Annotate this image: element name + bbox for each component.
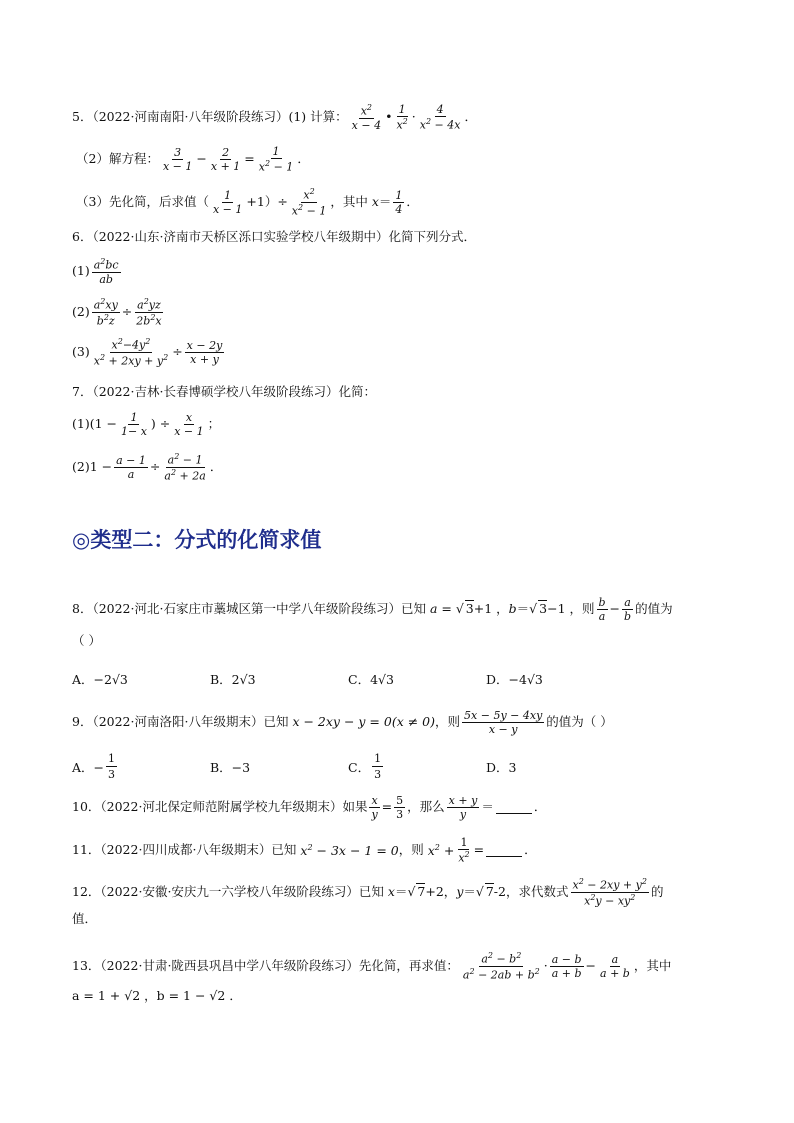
q8-option-a[interactable]: A．−2√3 bbox=[72, 672, 128, 687]
q7-item2: (2)1 − $\frac{a - 1}{a}$ ÷ $\frac{a^2 - 1}{a^2 + 2a}$ ． bbox=[72, 452, 223, 483]
fraction: $\frac{a}{a + b}$ bbox=[600, 952, 630, 980]
fraction: $\frac{a^2 - 1}{a^2 + 2a}$ bbox=[164, 452, 206, 483]
q6-head: 6．（2022·山东·济南市天桥区泺口实验学校八年级期中）化简下列分式． bbox=[72, 229, 476, 244]
fraction: $\frac{3}{x - 1}$ bbox=[162, 145, 193, 173]
fraction: $\frac{1}{x^2}$ bbox=[458, 836, 470, 865]
fraction: $\frac{1}{3}$ bbox=[374, 752, 382, 781]
fraction: $\frac{x^2}{x - 4}$ bbox=[351, 103, 382, 132]
fraction: $\frac{a - 1}{a}$ bbox=[116, 453, 146, 481]
fraction: $\frac{1}{x - 1}$ bbox=[212, 188, 243, 216]
q5-line1: 5．（2022·河南南阳·八年级阶段练习）(1) 计算： $\frac{x^2}{x - 4}$ • $\frac{1}{x^2}$ · $\frac{4}{x^2 - 4x}$ ． bbox=[72, 103, 477, 132]
fraction: $\frac{a - b}{a + b}$ bbox=[551, 952, 582, 980]
q9-option-b[interactable]: B．−3 bbox=[210, 760, 251, 775]
fraction: $\frac{b}{a}$ bbox=[598, 596, 606, 623]
q6-item3: (3) $\frac{x^2-4y^2}{x^2 + 2xy + y^2}$ ÷ $\frac{x - 2y}{x + y}$ bbox=[72, 337, 223, 368]
q6-item1: (1) $\frac{a^2bc}{ab}$ bbox=[72, 257, 119, 286]
q7-item1: (1)(1 − $\frac{1}{1- x}$ ) ÷ $\frac{x}{x - 1}$ ； bbox=[72, 411, 221, 438]
fraction: $\frac{x^2-4y^2}{x^2 + 2xy + y^2}$ bbox=[93, 337, 169, 368]
q12-line1: 12．（2022·安徽·安庆九一六学校八年级阶段练习）已知 x ＝√ 7+2， y ＝√ 7-2， 求代数式 $\frac{x^2 - 2xy + y^2}{x^2y - xy^2}$ 的 bbox=[72, 877, 664, 908]
fraction: $\frac{x - 2y}{x + y}$ bbox=[186, 338, 223, 366]
q5-part2-label: （2）解方程： bbox=[76, 151, 159, 167]
section-heading: ◎类型二：分式的化简求值 bbox=[72, 528, 322, 552]
fraction: $\frac{2}{x + 1}$ bbox=[210, 145, 241, 173]
q10-line: 10．（2022·河北保定师范附属学校九年级期末）如果 $\frac{x}{y}$ = $\frac{5}{3}$ ，那么 $\frac{x + y}{y}$ ＝ ． bbox=[72, 794, 547, 821]
fraction: $\frac{x^2 - 2xy + y^2}{x^2y - xy^2}$ bbox=[572, 877, 647, 908]
fraction: $\frac{x}{x - 1}$ bbox=[174, 411, 204, 438]
q9-head: 9．（2022·河南洛阳·八年级期末）已知 bbox=[72, 714, 289, 730]
fraction: $\frac{1}{4}$ bbox=[395, 188, 403, 216]
fraction: $\frac{1}{3}$ bbox=[108, 752, 116, 781]
q10-head: 10．（2022·河北保定师范附属学校九年级期末）如果 bbox=[72, 799, 368, 815]
fraction: $\frac{a^2 - b^2}{a^2 - 2ab + b^2}$ bbox=[462, 951, 540, 982]
fraction: $\frac{5}{3}$ bbox=[396, 794, 404, 821]
fraction: $\frac{x^2}{x^2 - 1}$ bbox=[291, 187, 327, 218]
fraction: $\frac{4}{x^2 - 4x}$ bbox=[419, 103, 461, 132]
fraction: $\frac{1}{1- x}$ bbox=[120, 411, 147, 438]
q5-head: 5．（2022·河南南阳·八年级阶段练习）(1) 计算： bbox=[72, 109, 348, 125]
fraction: $\frac{x}{y}$ bbox=[371, 794, 378, 821]
fraction: $\frac{a^2bc}{ab}$ bbox=[93, 257, 119, 286]
q5-line2: （2）解方程： $\frac{3}{x - 1}$ − $\frac{2}{x + 1}$ = $\frac{1}{x^2 - 1}$ ． bbox=[76, 145, 310, 174]
fraction: $\frac{a}{b}$ bbox=[624, 596, 632, 623]
q11-head: 11．（2022·四川成都·八年级期末）已知 bbox=[72, 842, 297, 858]
q9-option-a[interactable]: A．− $\frac{1}{3}$ bbox=[72, 752, 116, 781]
q8-answer-paren: （ ） bbox=[72, 633, 101, 648]
q13-line1: 13．（2022·甘肃·陇西县巩昌中学八年级阶段练习）先化简，再求值： $\frac{a^2 - b^2}{a^2 - 2ab + b^2}$ · $\frac{a - b}{a + b}$ − $\frac{a}{a + b}$ ，其中 bbox=[72, 951, 672, 982]
answer-blank[interactable] bbox=[486, 844, 522, 857]
fraction: $\frac{a^2xy}{b^2z}$ bbox=[93, 297, 118, 328]
q13-head: 13．（2022·甘肃·陇西县巩昌中学八年级阶段练习）先化简，再求值： bbox=[72, 957, 459, 973]
q8-option-b[interactable]: B．2√3 bbox=[210, 672, 256, 687]
q7-head: 7．（2022·吉林·长春博硕学校八年级阶段练习）化简： bbox=[72, 384, 376, 399]
fraction: $\frac{5x - 5y - 4xy}{x - y}$ bbox=[464, 709, 543, 736]
q9-option-c[interactable]: C． $\frac{1}{3}$ bbox=[348, 752, 382, 781]
fraction: $\frac{x + y}{y}$ bbox=[448, 794, 478, 821]
q12-head: 12．（2022·安徽·安庆九一六学校八年级阶段练习）已知 bbox=[72, 883, 384, 899]
q8-line1: 8．（2022·河北·石家庄市藁城区第一中学八年级阶段练习）已知 a = √ 3+1 ， b ＝√ 3−1 ，则 $\frac{b}{a}$ − $\frac{a}{b}$ 的值为 bbox=[72, 596, 673, 623]
fraction: $\frac{1}{x^2}$ bbox=[396, 103, 408, 132]
q8-option-c[interactable]: C．4√3 bbox=[348, 672, 394, 687]
q13-line2: a = 1 + √2 ，b = 1 − √2 ． bbox=[72, 988, 242, 1003]
fraction: $\frac{1}{x^2 - 1}$ bbox=[258, 145, 294, 174]
q6-item2: (2) $\frac{a^2xy}{b^2z}$ ÷ $\frac{a^2yz}{2b^2x}$ bbox=[72, 297, 162, 328]
q9-line1: 9．（2022·河南洛阳·八年级期末）已知 x − 2xy − y = 0(x ≠ 0) ，则 $\frac{5x - 5y - 4xy}{x - y}$ 的值为（ ） bbox=[72, 709, 613, 736]
q5-line3: （3）先化简，后求值（ $\frac{1}{x - 1}$ +1）÷ $\frac{x^2}{x^2 - 1}$ ，其中 x ＝ $\frac{1}{4}$ ． bbox=[76, 187, 419, 218]
fraction: $\frac{a^2yz}{2b^2x}$ bbox=[136, 297, 162, 328]
q12-line2: 值． bbox=[72, 911, 98, 926]
q5-part3-where: ，其中 bbox=[330, 193, 368, 209]
q8-head: 8．（2022·河北·石家庄市藁城区第一中学八年级阶段练习）已知 bbox=[72, 601, 426, 617]
q8-option-d[interactable]: D．−4√3 bbox=[486, 672, 543, 687]
answer-blank[interactable] bbox=[496, 801, 532, 814]
q11-line: 11．（2022·四川成都·八年级期末）已知 $x^2 - 3x - 1 = 0$ ，则 $x^2$ + $\frac{1}{x^2}$ = ． bbox=[72, 836, 537, 865]
q9-option-d[interactable]: D．3 bbox=[486, 760, 517, 775]
q5-part3-label: （3）先化简，后求值（ bbox=[76, 193, 209, 209]
